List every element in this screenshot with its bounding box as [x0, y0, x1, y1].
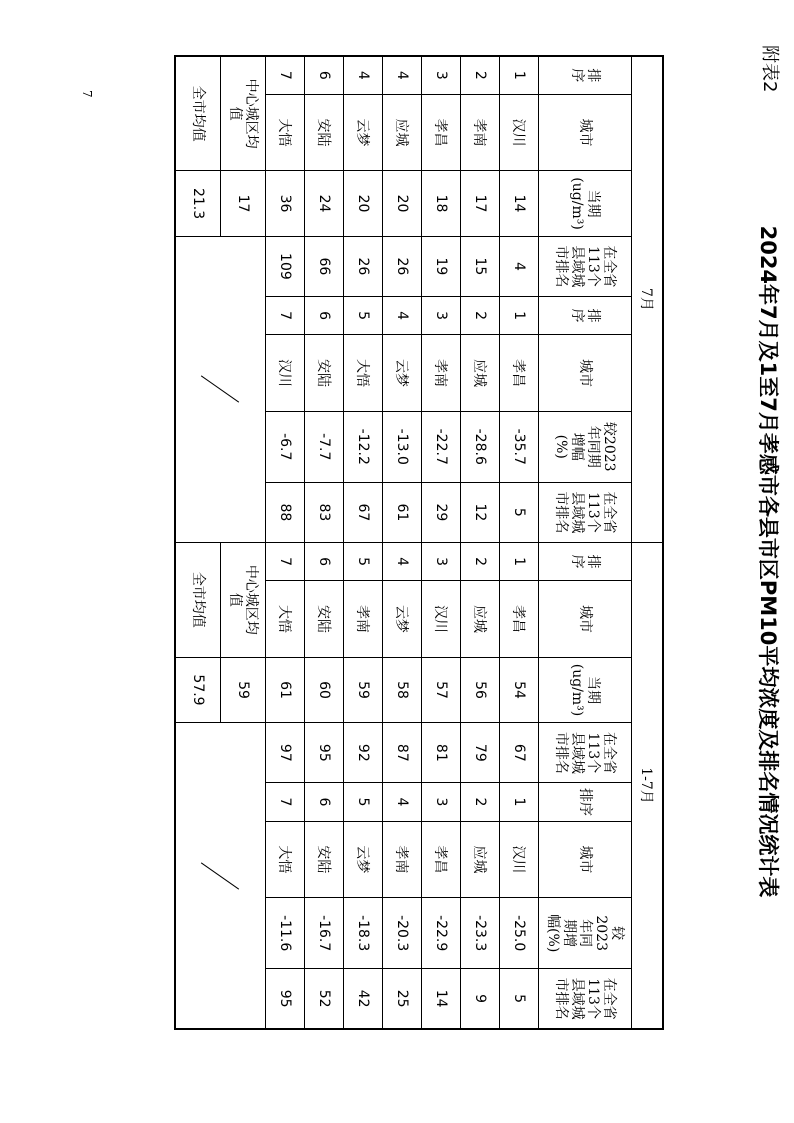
- center-average-label-jan-jul: 中心城区均 值: [221, 542, 266, 657]
- cell-jan-jul-rank2: 1: [500, 783, 539, 821]
- table-row: [422, 56, 461, 1029]
- cell-july-prov-rank: 19: [422, 236, 461, 296]
- cell-jan-jul-city2: 孝南: [383, 821, 422, 898]
- cell-jan-jul-rank: 5: [344, 542, 383, 580]
- cell-jan-jul-change: -23.3: [461, 898, 500, 969]
- cell-jan-jul-prov-rank2: 5: [500, 969, 539, 1029]
- cell-july-prov-rank2: 29: [422, 482, 461, 542]
- cell-july-rank2: 7: [266, 296, 305, 334]
- cell-jan-jul-value: 61: [266, 657, 305, 723]
- header-july-rank: 排 序: [539, 56, 632, 94]
- cell-jan-jul-value: 58: [383, 657, 422, 723]
- header-july-province-rank: 在全省 113个 县域城 市排名: [539, 236, 632, 296]
- cell-july-prov-rank2: 83: [305, 482, 344, 542]
- period-label-july: 7月: [632, 56, 664, 542]
- header-jan-jul-city2: 城市: [539, 821, 632, 898]
- cell-jan-jul-value: 56: [461, 657, 500, 723]
- cell-july-rank2: 5: [344, 296, 383, 334]
- cell-jan-jul-change: -11.6: [266, 898, 305, 969]
- cell-july-change: -7.7: [305, 411, 344, 482]
- header-jan-jul-change: 较 2023 年同 期增 幅(%): [539, 898, 632, 969]
- cell-july-city: 大悟: [266, 94, 305, 171]
- cell-july-value: 36: [266, 171, 305, 237]
- cell-jan-jul-change: -18.3: [344, 898, 383, 969]
- cell-jan-jul-rank: 3: [422, 542, 461, 580]
- table-row: [266, 56, 305, 1029]
- cell-july-prov-rank: 109: [266, 236, 305, 296]
- header-jan-jul-city: 城市: [539, 581, 632, 658]
- cell-july-prov-rank: 4: [500, 236, 539, 296]
- cell-jan-jul-city: 孝南: [344, 581, 383, 658]
- cell-july-city: 孝昌: [422, 94, 461, 171]
- cell-july-city: 安陆: [305, 94, 344, 171]
- table-row: [500, 56, 539, 1029]
- pm10-table: [174, 55, 664, 1030]
- cell-jan-jul-prov-rank2: 52: [305, 969, 344, 1029]
- page-title: 2024年7月及1至7月孝感市各县市区PM10平均浓度及排名情况统计表: [756, 225, 780, 898]
- cell-jan-jul-city: 孝昌: [500, 581, 539, 658]
- cell-jan-jul-rank2: 3: [422, 783, 461, 821]
- not-applicable-july: [175, 236, 266, 542]
- center-average-value-july: 17: [221, 171, 266, 237]
- header-jan-jul-concentration: 当期 (ug/m³): [539, 657, 632, 723]
- cell-july-city2: 云梦: [383, 335, 422, 412]
- cell-july-rank: 7: [266, 56, 305, 94]
- cell-july-prov-rank2: 88: [266, 482, 305, 542]
- header-july-city2: 城市: [539, 335, 632, 412]
- cell-jan-jul-rank2: 4: [383, 783, 422, 821]
- cell-july-rank2: 3: [422, 296, 461, 334]
- cell-july-value: 14: [500, 171, 539, 237]
- cell-jan-jul-prov-rank: 81: [422, 723, 461, 783]
- header-jan-jul-province-rank2: 在全省 113个 县域城 市排名: [539, 969, 632, 1029]
- header-july-rank2: 排 序: [539, 296, 632, 334]
- cell-jan-jul-change: -25.0: [500, 898, 539, 969]
- cell-jan-jul-city2: 大悟: [266, 821, 305, 898]
- header-july-city: 城市: [539, 94, 632, 171]
- cell-jan-jul-city: 安陆: [305, 581, 344, 658]
- city-average-label-july: 全市均值: [175, 56, 221, 171]
- cell-july-city2: 应城: [461, 335, 500, 412]
- cell-jan-jul-rank2: 7: [266, 783, 305, 821]
- cell-jan-jul-city: 大悟: [266, 581, 305, 658]
- cell-july-rank: 2: [461, 56, 500, 94]
- cell-jan-jul-change: -20.3: [383, 898, 422, 969]
- city-average-value-jan-jul: 57.9: [175, 657, 221, 723]
- cell-july-rank: 1: [500, 56, 539, 94]
- cell-july-city2: 孝昌: [500, 335, 539, 412]
- cell-jan-jul-city2: 安陆: [305, 821, 344, 898]
- cell-jan-jul-rank: 6: [305, 542, 344, 580]
- city-average-label-jan-jul: 全市均值: [175, 542, 221, 657]
- cell-july-rank2: 2: [461, 296, 500, 334]
- cell-jan-jul-rank2: 2: [461, 783, 500, 821]
- cell-july-city: 孝南: [461, 94, 500, 171]
- cell-july-city2: 大悟: [344, 335, 383, 412]
- period-label-jan-jul: 1-7月: [632, 542, 664, 1029]
- cell-july-prov-rank: 15: [461, 236, 500, 296]
- cell-jan-jul-prov-rank: 67: [500, 723, 539, 783]
- period-header-row: [632, 56, 664, 1029]
- cell-july-value: 17: [461, 171, 500, 237]
- cell-jan-jul-prov-rank: 79: [461, 723, 500, 783]
- center-average-value-jan-jul: 59: [221, 657, 266, 723]
- cell-jan-jul-rank2: 5: [344, 783, 383, 821]
- cell-july-prov-rank2: 61: [383, 482, 422, 542]
- cell-jan-jul-prov-rank: 92: [344, 723, 383, 783]
- cell-july-rank: 4: [344, 56, 383, 94]
- cell-jan-jul-city2: 汉川: [500, 821, 539, 898]
- cell-july-value: 18: [422, 171, 461, 237]
- header-jan-jul-province-rank: 在全省 113个 县域城 市排名: [539, 723, 632, 783]
- cell-jan-jul-rank: 2: [461, 542, 500, 580]
- header-jan-jul-rank: 排 序: [539, 542, 632, 580]
- cell-july-prov-rank: 26: [344, 236, 383, 296]
- cell-jan-jul-rank: 4: [383, 542, 422, 580]
- cell-july-change: -12.2: [344, 411, 383, 482]
- header-july-change: 较2023 年同期 增幅 (%): [539, 411, 632, 482]
- cell-july-rank: 6: [305, 56, 344, 94]
- center-average-label-july: 中心城区均 值: [221, 56, 266, 171]
- cell-jan-jul-value: 57: [422, 657, 461, 723]
- cell-july-city2: 汉川: [266, 335, 305, 412]
- header-july-province-rank2: 在全省 113个 县域城 市排名: [539, 482, 632, 542]
- slash-mark: [201, 862, 239, 889]
- cell-july-prov-rank2: 12: [461, 482, 500, 542]
- cell-july-prov-rank2: 5: [500, 482, 539, 542]
- cell-july-value: 20: [383, 171, 422, 237]
- table-body: [266, 56, 539, 1029]
- cell-july-city: 汉川: [500, 94, 539, 171]
- cell-jan-jul-prov-rank2: 42: [344, 969, 383, 1029]
- cell-july-prov-rank: 26: [383, 236, 422, 296]
- cell-july-prov-rank: 66: [305, 236, 344, 296]
- cell-jan-jul-prov-rank: 97: [266, 723, 305, 783]
- center-average-row: [221, 56, 266, 1029]
- city-average-value-july: 21.3: [175, 171, 221, 237]
- appendix-label: 附表2: [759, 45, 780, 93]
- cell-jan-jul-city: 云梦: [383, 581, 422, 658]
- cell-july-rank2: 4: [383, 296, 422, 334]
- cell-july-change: -6.7: [266, 411, 305, 482]
- cell-july-rank: 4: [383, 56, 422, 94]
- cell-jan-jul-city2: 云梦: [344, 821, 383, 898]
- cell-jan-jul-prov-rank: 95: [305, 723, 344, 783]
- cell-july-change: -28.6: [461, 411, 500, 482]
- cell-jan-jul-rank: 1: [500, 542, 539, 580]
- header-jan-jul-rank2: 排序: [539, 783, 632, 821]
- cell-jan-jul-value: 59: [344, 657, 383, 723]
- cell-july-city: 应城: [383, 94, 422, 171]
- cell-jan-jul-value: 60: [305, 657, 344, 723]
- cell-jan-jul-rank: 7: [266, 542, 305, 580]
- slash-mark: [201, 376, 239, 403]
- cell-july-city2: 安陆: [305, 335, 344, 412]
- cell-july-change: -35.7: [500, 411, 539, 482]
- cell-july-prov-rank2: 67: [344, 482, 383, 542]
- cell-july-rank2: 6: [305, 296, 344, 334]
- table-row: [305, 56, 344, 1029]
- page-number: 7: [80, 90, 94, 98]
- cell-jan-jul-prov-rank2: 9: [461, 969, 500, 1029]
- not-applicable-jan-jul: [175, 723, 266, 1029]
- cell-july-change: -13.0: [383, 411, 422, 482]
- cell-july-change: -22.7: [422, 411, 461, 482]
- cell-jan-jul-prov-rank2: 14: [422, 969, 461, 1029]
- cell-jan-jul-city: 汉川: [422, 581, 461, 658]
- cell-jan-jul-city: 应城: [461, 581, 500, 658]
- header-july-concentration: 当期 (ug/m³): [539, 171, 632, 237]
- cell-jan-jul-change: -16.7: [305, 898, 344, 969]
- cell-jan-jul-value: 54: [500, 657, 539, 723]
- column-header-row: [539, 56, 632, 1029]
- cell-jan-jul-rank2: 6: [305, 783, 344, 821]
- table-row: [344, 56, 383, 1029]
- cell-jan-jul-prov-rank2: 95: [266, 969, 305, 1029]
- cell-jan-jul-prov-rank: 87: [383, 723, 422, 783]
- table-row: [461, 56, 500, 1029]
- cell-july-value: 20: [344, 171, 383, 237]
- cell-july-rank: 3: [422, 56, 461, 94]
- cell-july-rank2: 1: [500, 296, 539, 334]
- cell-jan-jul-prov-rank2: 25: [383, 969, 422, 1029]
- table-row: [383, 56, 422, 1029]
- cell-july-city: 云梦: [344, 94, 383, 171]
- cell-july-value: 24: [305, 171, 344, 237]
- cell-jan-jul-city2: 应城: [461, 821, 500, 898]
- cell-jan-jul-change: -22.9: [422, 898, 461, 969]
- cell-july-city2: 孝南: [422, 335, 461, 412]
- cell-jan-jul-city2: 孝昌: [422, 821, 461, 898]
